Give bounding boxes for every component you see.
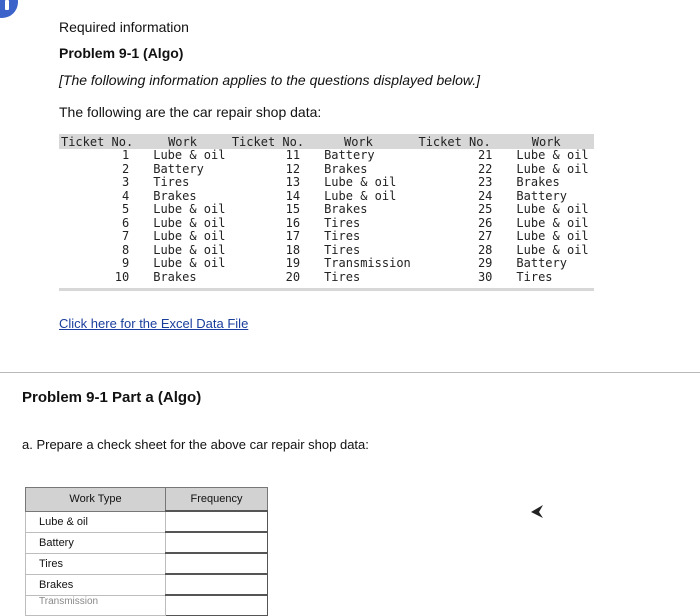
- ticket-number-cell: 30: [477, 269, 493, 284]
- ticket-number-cell: 1: [122, 148, 130, 162]
- frequency-input[interactable]: [166, 577, 266, 593]
- data-table-row: [59, 230, 594, 244]
- data-table-row: [59, 163, 594, 177]
- ticket-number-cell: 8: [122, 242, 130, 257]
- ticket-number-cell: 4: [122, 188, 130, 203]
- work-cell: Lube & oil: [153, 215, 226, 230]
- check-sheet-row: [26, 532, 268, 553]
- ticket-number-cell: 7: [122, 229, 130, 243]
- work-type-cell: Battery: [26, 532, 166, 553]
- problem-title: Problem 9-1 (Algo): [59, 45, 184, 61]
- frequency-cell[interactable]: [166, 595, 268, 616]
- work-cell: Brakes: [516, 175, 560, 189]
- col-work-2: Work: [343, 135, 373, 149]
- work-cell: Battery: [324, 148, 375, 162]
- ticket-number-cell: 11: [285, 148, 301, 162]
- ticket-number-cell: 21: [477, 148, 493, 162]
- work-cell: Brakes: [153, 269, 197, 284]
- repair-data-table: [59, 134, 594, 291]
- ticket-number-cell: 15: [285, 202, 301, 216]
- data-table-row: [59, 217, 594, 231]
- work-cell: Lube & oil: [153, 148, 226, 162]
- data-table-row: [59, 257, 594, 271]
- work-cell: Battery: [153, 161, 204, 176]
- frequency-cell[interactable]: [166, 553, 268, 574]
- ticket-number-cell: 16: [285, 215, 301, 230]
- ticket-number-cell: 6: [122, 215, 130, 230]
- check-sheet-table: [25, 487, 268, 616]
- frequency-input[interactable]: [166, 556, 266, 572]
- work-cell: Tires: [324, 242, 361, 257]
- ticket-number-cell: 20: [285, 269, 301, 284]
- work-cell: Lube & oil: [516, 161, 589, 176]
- work-cell: Lube & oil: [516, 202, 589, 216]
- ticket-number-cell: 25: [477, 202, 493, 216]
- work-cell: Lube & oil: [324, 175, 397, 189]
- data-table-row: [59, 149, 594, 163]
- ticket-number-cell: 19: [285, 256, 301, 270]
- work-cell: Lube & oil: [153, 242, 226, 257]
- work-cell: Tires: [153, 175, 190, 189]
- work-cell: Brakes: [324, 161, 368, 176]
- work-cell: Lube & oil: [516, 215, 589, 230]
- check-sheet-row: [26, 574, 268, 595]
- ticket-number-cell: 27: [477, 229, 493, 243]
- work-cell: Brakes: [324, 202, 368, 216]
- check-sheet-row: [26, 595, 268, 616]
- work-cell: Transmission: [324, 256, 411, 270]
- work-cell: Lube & oil: [153, 202, 226, 216]
- data-table-header: [59, 134, 594, 149]
- work-cell: Tires: [324, 215, 361, 230]
- ticket-number-cell: 23: [477, 175, 493, 189]
- work-type-cell: Transmission: [26, 595, 166, 616]
- ticket-number-cell: 18: [285, 242, 301, 257]
- data-table-row: [59, 203, 594, 217]
- excel-data-link[interactable]: Click here for the Excel Data File: [59, 316, 249, 331]
- work-type-cell: Lube & oil: [26, 511, 166, 532]
- ticket-number-cell: 3: [122, 175, 130, 189]
- work-type-cell: Tires: [26, 553, 166, 574]
- work-cell: Brakes: [153, 188, 197, 203]
- work-cell: Battery: [516, 256, 567, 270]
- part-question: a. Prepare a check sheet for the above car repair shop data:: [22, 437, 369, 452]
- ticket-number-cell: 28: [477, 242, 493, 257]
- info-note: [The following information applies to the questions displayed below.]: [59, 72, 481, 88]
- data-table-row: [59, 190, 594, 204]
- work-cell: Lube & oil: [153, 229, 226, 243]
- col-ticket-3: Ticket No.: [418, 135, 491, 149]
- ticket-number-cell: 24: [477, 188, 493, 203]
- data-table-row: [59, 244, 594, 258]
- work-cell: Lube & oil: [516, 229, 589, 243]
- col-work-3: Work: [531, 135, 561, 149]
- ticket-number-cell: 5: [122, 202, 130, 216]
- work-cell: Lube & oil: [516, 148, 589, 162]
- data-table-row: [59, 176, 594, 190]
- ticket-number-cell: 26: [477, 215, 493, 230]
- col-ticket-2: Ticket No.: [231, 135, 305, 149]
- ticket-number-cell: 2: [122, 161, 130, 176]
- data-intro: The following are the car repair shop data:: [59, 104, 322, 120]
- work-cell: Lube & oil: [324, 188, 397, 203]
- data-table-row: [59, 271, 594, 289]
- frequency-cell[interactable]: [166, 574, 268, 595]
- ticket-number-cell: 9: [122, 256, 130, 270]
- work-cell: Lube & oil: [516, 242, 589, 257]
- work-type-cell: Brakes: [26, 574, 166, 595]
- work-cell: Tires: [324, 269, 361, 284]
- ticket-number-cell: 29: [477, 256, 493, 270]
- frequency-input[interactable]: [166, 535, 266, 551]
- frequency-input[interactable]: [166, 514, 266, 530]
- check-sheet-row: [26, 511, 268, 532]
- mouse-cursor-icon: [531, 505, 545, 519]
- ticket-number-cell: 14: [285, 188, 301, 203]
- part-title: Problem 9-1 Part a (Algo): [22, 389, 202, 406]
- col-ticket-1: Ticket No.: [60, 135, 134, 149]
- ticket-number-cell: 22: [477, 161, 493, 176]
- ticket-number-cell: 12: [285, 161, 301, 176]
- work-cell: Battery: [516, 188, 567, 203]
- required-info-heading: Required information: [59, 19, 189, 35]
- check-sheet-row: [26, 553, 268, 574]
- info-icon: [0, 0, 18, 18]
- ticket-number-cell: 13: [285, 175, 301, 189]
- col-frequency: Frequency: [166, 488, 268, 512]
- ticket-number-cell: 10: [114, 269, 130, 284]
- work-cell: Lube & oil: [153, 256, 226, 270]
- work-cell: Tires: [516, 269, 553, 284]
- ticket-number-cell: 17: [285, 229, 301, 243]
- frequency-cell[interactable]: [166, 511, 268, 532]
- col-work-type: Work Type: [26, 488, 166, 512]
- work-cell: Tires: [324, 229, 361, 243]
- frequency-cell[interactable]: [166, 532, 268, 553]
- col-work-1: Work: [168, 135, 197, 149]
